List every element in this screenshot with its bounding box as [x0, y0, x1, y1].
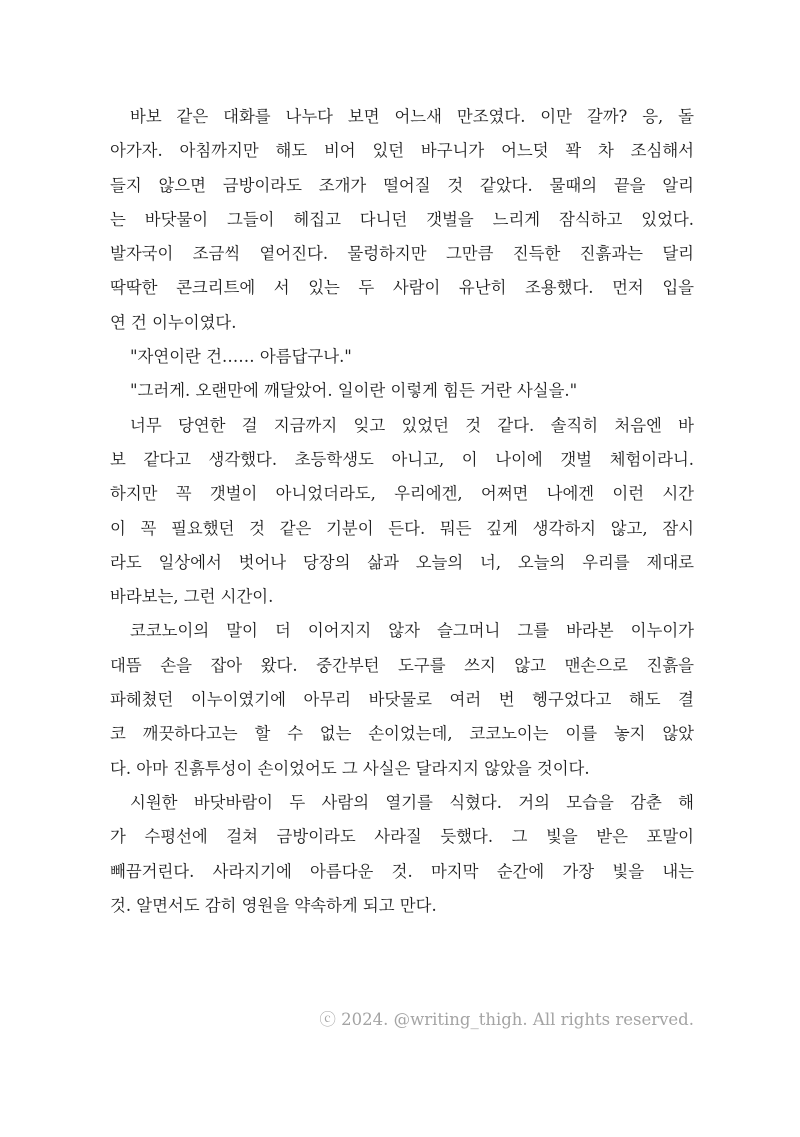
text-line: 가 수평선에 걸쳐 금방이라도 사라질 듯했다. 그 빛을 받은 포말이 — [110, 827, 694, 847]
text-line: 코코노이의 말이 더 이어지지 않자 슬그머니 그를 바라본 이누이가 — [130, 621, 694, 641]
text-line: 는 바닷물이 그들이 헤집고 다니던 갯벌을 느리게 잠식하고 있었다. — [110, 209, 694, 229]
text-line: 대뜸 손을 잡아 왔다. 중간부턴 도구를 쓰지 않고 맨손으로 진흙을 — [110, 655, 694, 675]
paragraph — [110, 409, 694, 615]
text-line: 바보 같은 대화를 나누다 보면 어느새 만조였다. 이만 갈까? 응, 돌 — [130, 107, 694, 126]
text-line: 발자국이 조금씩 옅어진다. 물렁하지만 그만큼 진득한 진흙과는 달리 — [110, 244, 694, 264]
text-line: 하지만 꼭 갯벌이 아니었더라도, 우리에겐, 어쩌면 나에겐 이런 시간 — [110, 484, 694, 504]
text-line: 연 건 이누이였다. — [110, 312, 237, 332]
text-line: 빼끔거린다. 사라지기에 아름다운 것. 마지막 순간에 가장 빛을 내는 — [110, 861, 694, 881]
text-line: 이 꼭 필요했던 것 같은 기분이 든다. 뭐든 깊게 생각하지 않고, 잠시 — [110, 518, 694, 538]
text-line: 시원한 바닷바람이 두 사람의 열기를 식혔다. 거의 모습을 감춘 해 — [130, 792, 694, 812]
text-line: 딱딱한 콘크리트에 서 있는 두 사람이 유난히 조용했다. 먼저 입을 — [110, 278, 694, 298]
text-line: 다. 아마 진흙투성이 손이었어도 그 사실은 달라지지 않았을 것이다. — [110, 758, 590, 778]
text-line: "자연이란 건…… 아름답구나." — [130, 347, 352, 367]
dialogue-line — [110, 374, 694, 408]
paragraph — [110, 614, 694, 785]
text-line: 것. 알면서도 감히 영원을 약속하게 되고 만다. — [110, 895, 437, 915]
text-line: 코 깨끗하다고는 할 수 없는 손이었는데, 코코노이는 이를 놓지 않았 — [110, 724, 694, 744]
paragraph — [110, 100, 694, 340]
text-line: 너무 당연한 걸 지금까지 잊고 있었던 것 같다. 솔직히 처음엔 바 — [130, 415, 694, 435]
text-line: "그러게. 오랜만에 깨달았어. 일이란 이렇게 힘든 거란 사실을." — [130, 381, 578, 401]
document-body — [110, 100, 694, 923]
text-line: 아가자. 아침까지만 해도 비어 있던 바구니가 어느덧 꽉 차 조심해서 — [110, 141, 694, 161]
dialogue-line — [110, 340, 694, 374]
text-line: 파헤쳤던 이누이였기에 아무리 바닷물로 여러 번 헹구었다고 해도 결 — [110, 690, 694, 710]
paragraph — [110, 786, 694, 923]
text-line: 들지 않으면 금방이라도 조개가 떨어질 것 같았다. 물때의 끝을 알리 — [110, 175, 694, 195]
text-line: 바라보는, 그런 시간이. — [110, 587, 274, 607]
text-line: 보 같다고 생각했다. 초등학생도 아니고, 이 나이에 갯벌 체험이라니. — [110, 449, 694, 469]
text-line: 라도 일상에서 벗어나 당장의 삶과 오늘의 너, 오늘의 우리를 제대로 — [110, 552, 694, 572]
copyright-footer: ⓒ 2024. @writing_thigh. All rights reserved. — [319, 1010, 694, 1029]
